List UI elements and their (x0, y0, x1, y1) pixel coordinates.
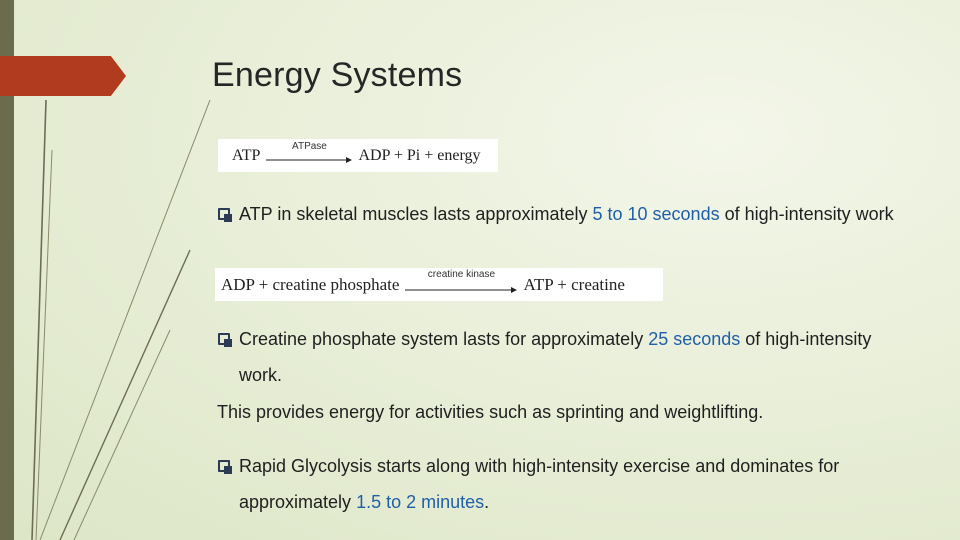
plain-statement: This provides energy for activities such as sprinting and weightlifting. (217, 402, 764, 422)
slide-title: Energy Systems (212, 56, 463, 94)
equation-reactant: ATP (232, 146, 261, 164)
bullet-text: Rapid Glycolysis starts along with high-intensity exercise and dominates for approximately 1.5 to 2 minutes. (239, 456, 840, 512)
creatine-kinase-equation (215, 268, 663, 301)
bullet-text: Creatine phosphate system lasts for approximately 25 seconds of high-intensity work. (239, 329, 872, 385)
checkbox-bullet-icon (218, 208, 230, 220)
highlight-duration: 25 seconds (648, 329, 741, 349)
equation-products: ATP + creatine (523, 274, 625, 294)
arrow-icon (405, 286, 517, 294)
decorative-streak-lines (0, 0, 240, 540)
arrow-icon (266, 156, 352, 164)
enzyme-label: ATPase (292, 140, 327, 152)
enzyme-label: creatine kinase (427, 268, 496, 280)
reaction-arrow (405, 268, 517, 296)
equation-products: ADP + Pi + energy (358, 146, 481, 164)
reaction-arrow (266, 140, 352, 166)
atp-hydrolysis-equation (218, 139, 498, 172)
bullet-text: ATP in skeletal muscles lasts approximately 5 to 10 seconds of high-intensity work (239, 204, 894, 224)
equation-reactant: ADP + creatine phosphate (221, 274, 400, 294)
highlight-duration: 1.5 to 2 minutes (356, 492, 485, 512)
highlight-duration: 5 to 10 seconds (592, 204, 720, 224)
checkbox-bullet-icon (218, 460, 230, 472)
bullet-atp-duration (218, 202, 898, 226)
checkbox-bullet-icon (218, 333, 230, 345)
bullet-rapid-glycolysis (218, 448, 918, 520)
bullet-creatine-phosphate (218, 321, 918, 393)
